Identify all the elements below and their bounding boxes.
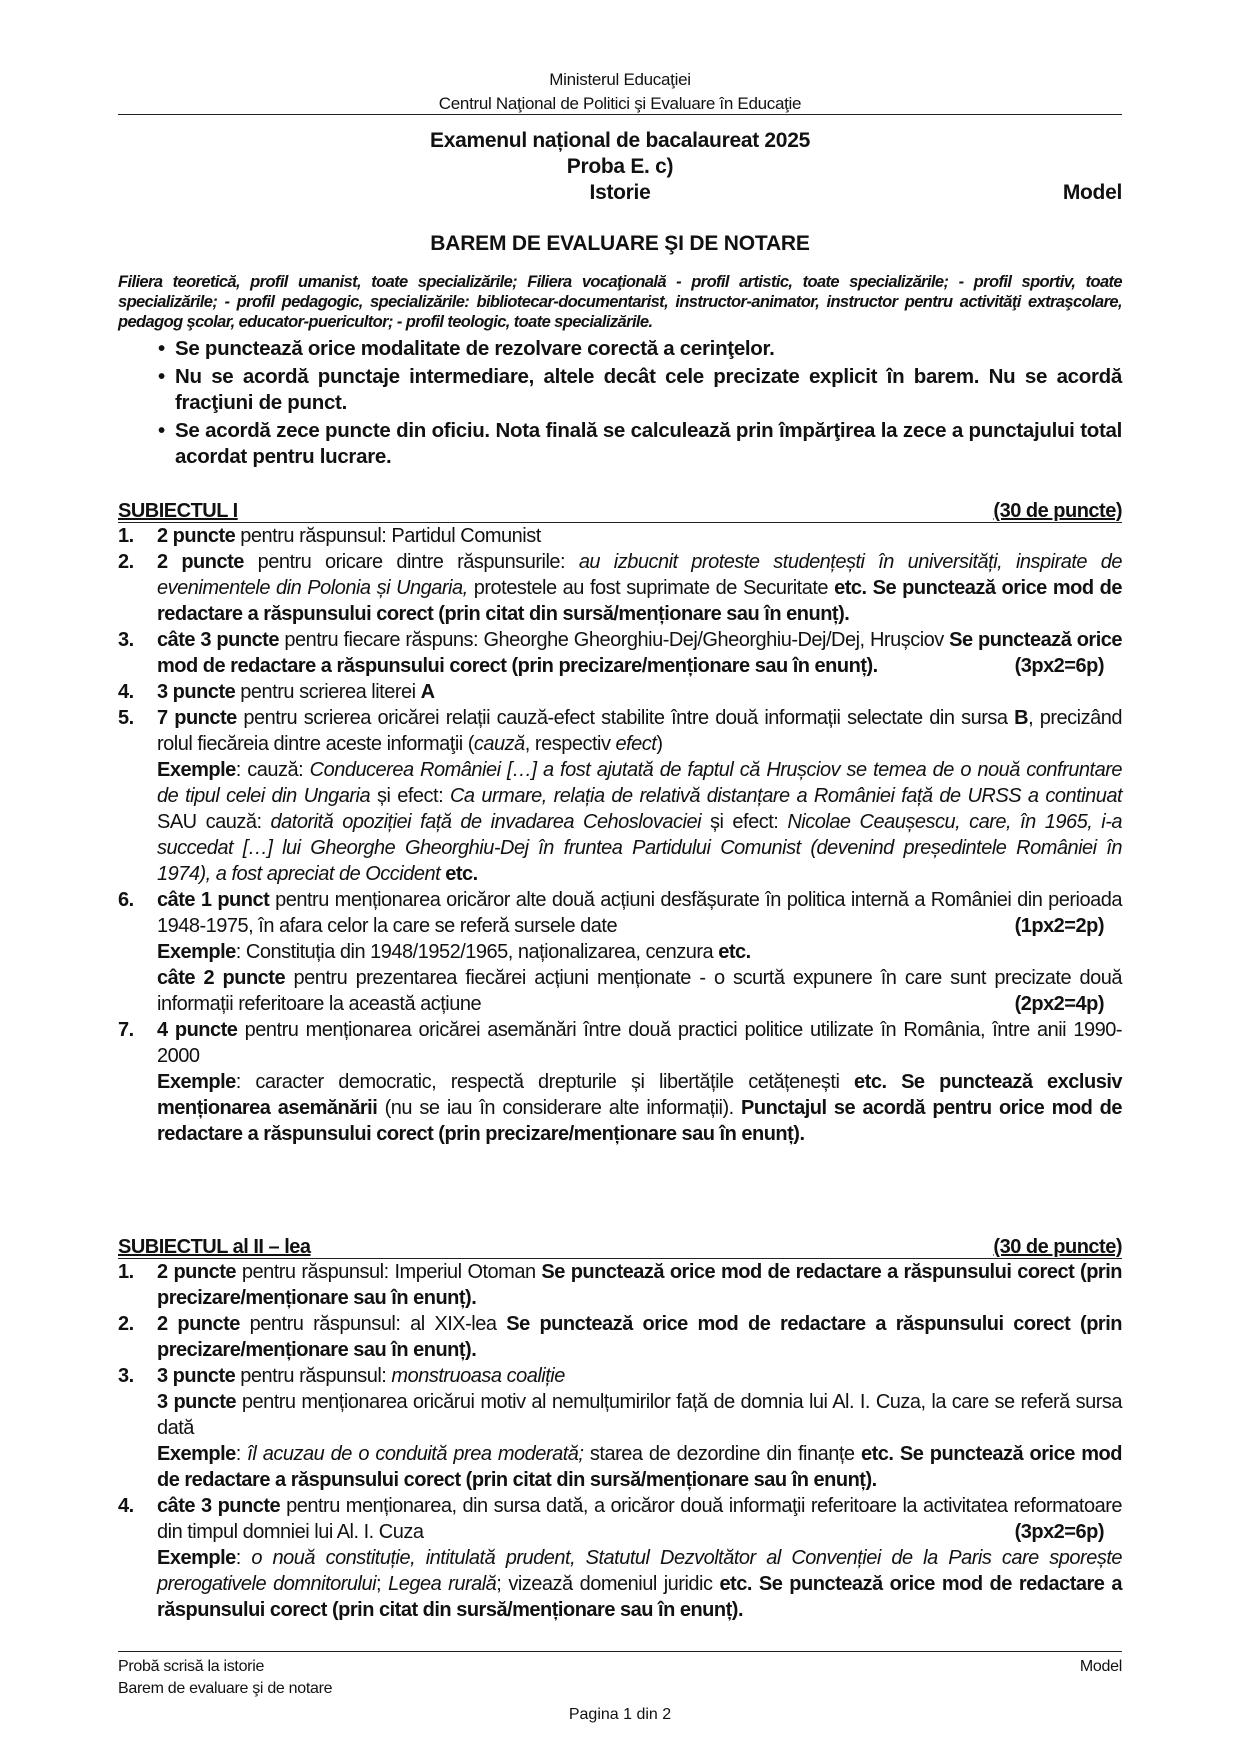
italic-text: Legea rurală [388, 1573, 497, 1595]
bold-text: 2 puncte [157, 551, 244, 573]
footer-exam-name: Probă scrisă la istorie [118, 1658, 265, 1675]
italic-text: Ca urmare, relația de relativă distanțare a României față de URSS a continuat [449, 785, 1123, 807]
item-text: ; [376, 1573, 389, 1595]
document-header [118, 68, 1122, 116]
item-number: 2. [118, 1313, 134, 1335]
bold-text: etc. Se punctează orice mod de redactare a răspunsului corect (prin citat din sursă/menționare sau în enunț). [157, 1573, 1122, 1621]
item-text: : caracter democratic, respectă drepturile și libertățile cetățenești [235, 1071, 855, 1093]
item-text: pentru scrierea literei [235, 681, 421, 703]
bold-text: 2 puncte [157, 1313, 240, 1335]
item-number: 4. [118, 681, 134, 703]
italic-text: îl acuzau de o conduită prea moderată; [247, 1443, 584, 1465]
item-text: : Constituția din 1948/1952/1965, naționalizarea, cenzura [235, 941, 719, 963]
item-number: 6. [118, 889, 134, 911]
bullet-icon: • [158, 419, 165, 442]
bold-text: Exemple [157, 1547, 236, 1569]
item-text: protestele au fost suprimate de Securitate [467, 577, 835, 599]
item-text: , precizând rolul fiecăreia dintre aceste informaţii ( [157, 707, 1122, 755]
section-items [118, 1259, 1122, 1623]
page-number: Pagina 1 din 2 [568, 1706, 672, 1723]
section-title: SUBIECTUL al II – lea [118, 1236, 311, 1258]
score-formula: (3px2=6p) [1014, 1521, 1104, 1543]
italic-text: Nicolae Ceaușescu, care, în 1965, i-a succedat […] lui Gheorghe Gheorghiu-Dej în fruntea Partidului Comunist (devenind președintele României în 1974), a fost apreciat de Occident [157, 811, 1123, 885]
bold-text: 2 puncte [157, 1261, 237, 1283]
item-text: pentru răspunsul: Partidul Comunist [235, 525, 541, 547]
bold-text: B [1014, 707, 1029, 729]
exam-proba: Proba E. c) [566, 155, 674, 178]
italic-text: efect [615, 733, 657, 755]
bold-text: 3 puncte [157, 1365, 236, 1387]
bold-text: Exemple [157, 941, 236, 963]
bold-text: A [420, 681, 435, 703]
footer-model: Model [1079, 1658, 1122, 1675]
bold-text: etc. Se punctează exclusiv menționarea asemănării [157, 1071, 1122, 1119]
rule-text: Se acordă zece puncte din oficiu. Nota finală se calculează prin împărţirea la zece a punctajului total acordat pentru lucrare. [175, 419, 1122, 468]
barem-item [118, 679, 1122, 705]
barem-item [118, 1493, 1122, 1623]
bold-text: câte 1 punct [157, 889, 270, 911]
bold-text: Se punctează orice mod de redactare a răspunsului corect (prin precizare/menționare sau în enunț). [157, 629, 1123, 677]
bold-text: etc. [440, 863, 478, 885]
general-rules-list [118, 336, 1122, 472]
item-text: și efect: [370, 785, 450, 807]
barem-item [118, 1017, 1122, 1147]
item-number: 4. [118, 1495, 134, 1517]
item-text: : [235, 1443, 248, 1465]
section-items [118, 523, 1122, 1147]
exam-title-block [118, 128, 1122, 206]
bold-text: câte 2 puncte [157, 967, 286, 989]
score-formula: (2px2=4p) [1014, 993, 1104, 1015]
rule-item [118, 418, 1122, 470]
bold-text: Se punctează orice mod de redactare a răspunsului corect (prin precizare/menționare sau în enunț). [157, 1261, 1122, 1309]
bold-text: etc. [718, 941, 751, 963]
section-heading [118, 1236, 1122, 1259]
item-text: (nu se iau în considerare alte informații). [377, 1097, 742, 1119]
item-text: ; vizează domeniul juridic [496, 1573, 720, 1595]
item-number: 5. [118, 707, 134, 729]
item-text: pentru oricare dintre răspunsurile: [243, 551, 579, 573]
item-text: starea de dezordine din finanțe [583, 1443, 861, 1465]
barem-item [118, 1363, 1122, 1493]
item-text: pentru menționarea oricărui motiv al nemulțumirilor față de domnia lui Al. I. Cuza, la care se referă sursa dată [157, 1391, 1122, 1439]
rule-text: Se punctează orice modalitate de rezolvare corectă a cerinţelor. [175, 337, 775, 360]
item-text: , respectiv [524, 733, 616, 755]
score-formula: (1px2=2p) [1014, 915, 1104, 937]
item-text: pentru menționarea oricăror alte două acțiuni desfășurate în politica internă a României din perioada 1948-1975, în afara celor la care se referă sursele date [157, 889, 1122, 937]
rule-item [118, 336, 1122, 362]
item-text: pentru răspunsul: [235, 1365, 392, 1387]
barem-item [118, 887, 1122, 1017]
center-name: Centrul Naţional de Politici şi Evaluare în Educaţie [438, 94, 802, 113]
item-text: pentru menționarea, din sursa dată, a oricăror două informaţii referitoare la activitatea reformatoare din timpul domniei lui Al. I. Cuza [157, 1495, 1122, 1543]
italic-text: o nouă constituție, intitulată prudent, Statutul Dezvoltător al Convenției de la Paris care sporește prerogativele domnitorului [157, 1547, 1123, 1595]
exam-subject: Istorie [589, 181, 651, 204]
section-title: SUBIECTUL I [118, 500, 238, 522]
section-heading [118, 500, 1122, 523]
barem-item [118, 627, 1122, 679]
item-text: pentru fiecare răspuns: Gheorghe Gheorghiu-Dej/Gheorghiu-Dej/Dej, Hrușciov [278, 629, 950, 651]
barem-item [118, 549, 1122, 627]
bold-text: etc. Se punctează orice mod de redactare a răspunsului corect (prin citat din sursă/menționare sau în enunț). [157, 577, 1122, 625]
footer-doc-name: Barem de evaluare şi de notare [118, 1680, 333, 1697]
item-text: pentru prezentarea fiecărei acțiuni menționate - o scurtă expunere în care sunt precizate două informații referitoare la această acțiune [157, 967, 1122, 1015]
filiera-text: Filiera teoretică, profil umanist, toate specializările; Filiera vocaţională - profil artistic, toate specializările; - profil sportiv, toate specializările; - profil pedagogic, specializările: bibliotecar-documentarist, instructor-animator, instructor pentru activităţi extraşcolare, pedagog şcolar, educator-puericultor; - profil teologic, toate specializările. [118, 273, 1122, 331]
barem-title: BAREM DE EVALUARE ŞI DE NOTARE [430, 232, 810, 255]
bold-text: 4 puncte [157, 1019, 238, 1041]
item-text: pentru scrierea oricărei relații cauză-efect stabilite între două informații selectate din sursa [236, 707, 1015, 729]
item-number: 3. [118, 629, 134, 651]
bullet-icon: • [158, 365, 165, 388]
footer-divider [118, 1651, 1122, 1652]
bold-text: Exemple [157, 1071, 236, 1093]
section-points: (30 de puncte) [993, 500, 1122, 522]
section-subiectul-2 [118, 1236, 1122, 1623]
rule-text: Nu se acordă punctaje intermediare, altele decât cele precizate explicit în barem. Nu se acordă fracţiuni de punct. [175, 365, 1122, 414]
barem-item [118, 523, 1122, 549]
bold-text: 2 puncte [157, 525, 236, 547]
item-number: 1. [118, 1261, 134, 1283]
italic-text: cauză [473, 733, 525, 755]
item-text: pentru răspunsul: Imperiul Otoman [236, 1261, 542, 1283]
item-text: pentru menționarea oricărei asemănări între două practici politice utilizate în România, între anii 1990-2000 [157, 1019, 1122, 1067]
item-number: 1. [118, 525, 134, 547]
bold-text: Punctajul se acordă pentru orice mod de redactare a răspunsului corect (prin precizare/menționare sau în enunț). [157, 1097, 1122, 1145]
item-text: : cauză: [235, 759, 310, 781]
item-text: : [235, 1547, 252, 1569]
item-text: SAU cauză: [157, 811, 271, 833]
bold-text: Se punctează orice mod de redactare a răspunsului corect (prin precizare/menționare sau în enunț). [157, 1313, 1122, 1361]
score-formula: (3px2=6p) [1014, 655, 1104, 677]
item-text: ) [656, 733, 663, 755]
item-text: pentru răspunsul: al XIX-lea [239, 1313, 507, 1335]
bullet-icon: • [158, 337, 165, 360]
exam-title: Examenul național de bacalaureat 2025 [430, 129, 810, 152]
document-footer [118, 1656, 1122, 1700]
rule-item [118, 364, 1122, 416]
item-number: 3. [118, 1365, 134, 1387]
header-divider [118, 114, 1122, 115]
bold-text: 3 puncte [157, 1391, 237, 1413]
barem-item [118, 1259, 1122, 1311]
italic-text: datorită opoziției față de invadarea Cehoslovaciei [270, 811, 702, 833]
barem-item [118, 705, 1122, 887]
ministry-name: Ministerul Educaţiei [549, 70, 691, 89]
bold-text: câte 3 puncte [157, 629, 279, 651]
barem-item [118, 1311, 1122, 1363]
section-subiectul-1 [118, 500, 1122, 1147]
bold-text: 3 puncte [157, 681, 236, 703]
bold-text: Exemple [157, 1443, 236, 1465]
item-text: și efect: [701, 811, 788, 833]
italic-text: Conducerea României […] a fost ajutată de faptul că Hrușciov se temea de o nouă confruntare de tipul celei din Ungaria [157, 759, 1122, 807]
section-points: (30 de puncte) [993, 1236, 1122, 1258]
item-number: 7. [118, 1019, 134, 1041]
bold-text: 7 puncte [157, 707, 237, 729]
item-number: 2. [118, 551, 134, 573]
bold-text: Exemple [157, 759, 236, 781]
bold-text: etc. Se punctează orice mod de redactare a răspunsului corect (prin citat din sursă/menționare sau în enunț). [157, 1443, 1122, 1491]
bold-text: câte 3 puncte [157, 1495, 281, 1517]
italic-text: au izbucnit proteste studențești în universități, inspirate de evenimentele din Polonia și Ungaria, [157, 551, 1122, 599]
italic-text: monstruoasa coaliție [391, 1365, 565, 1387]
exam-model-label: Model [1062, 181, 1122, 204]
